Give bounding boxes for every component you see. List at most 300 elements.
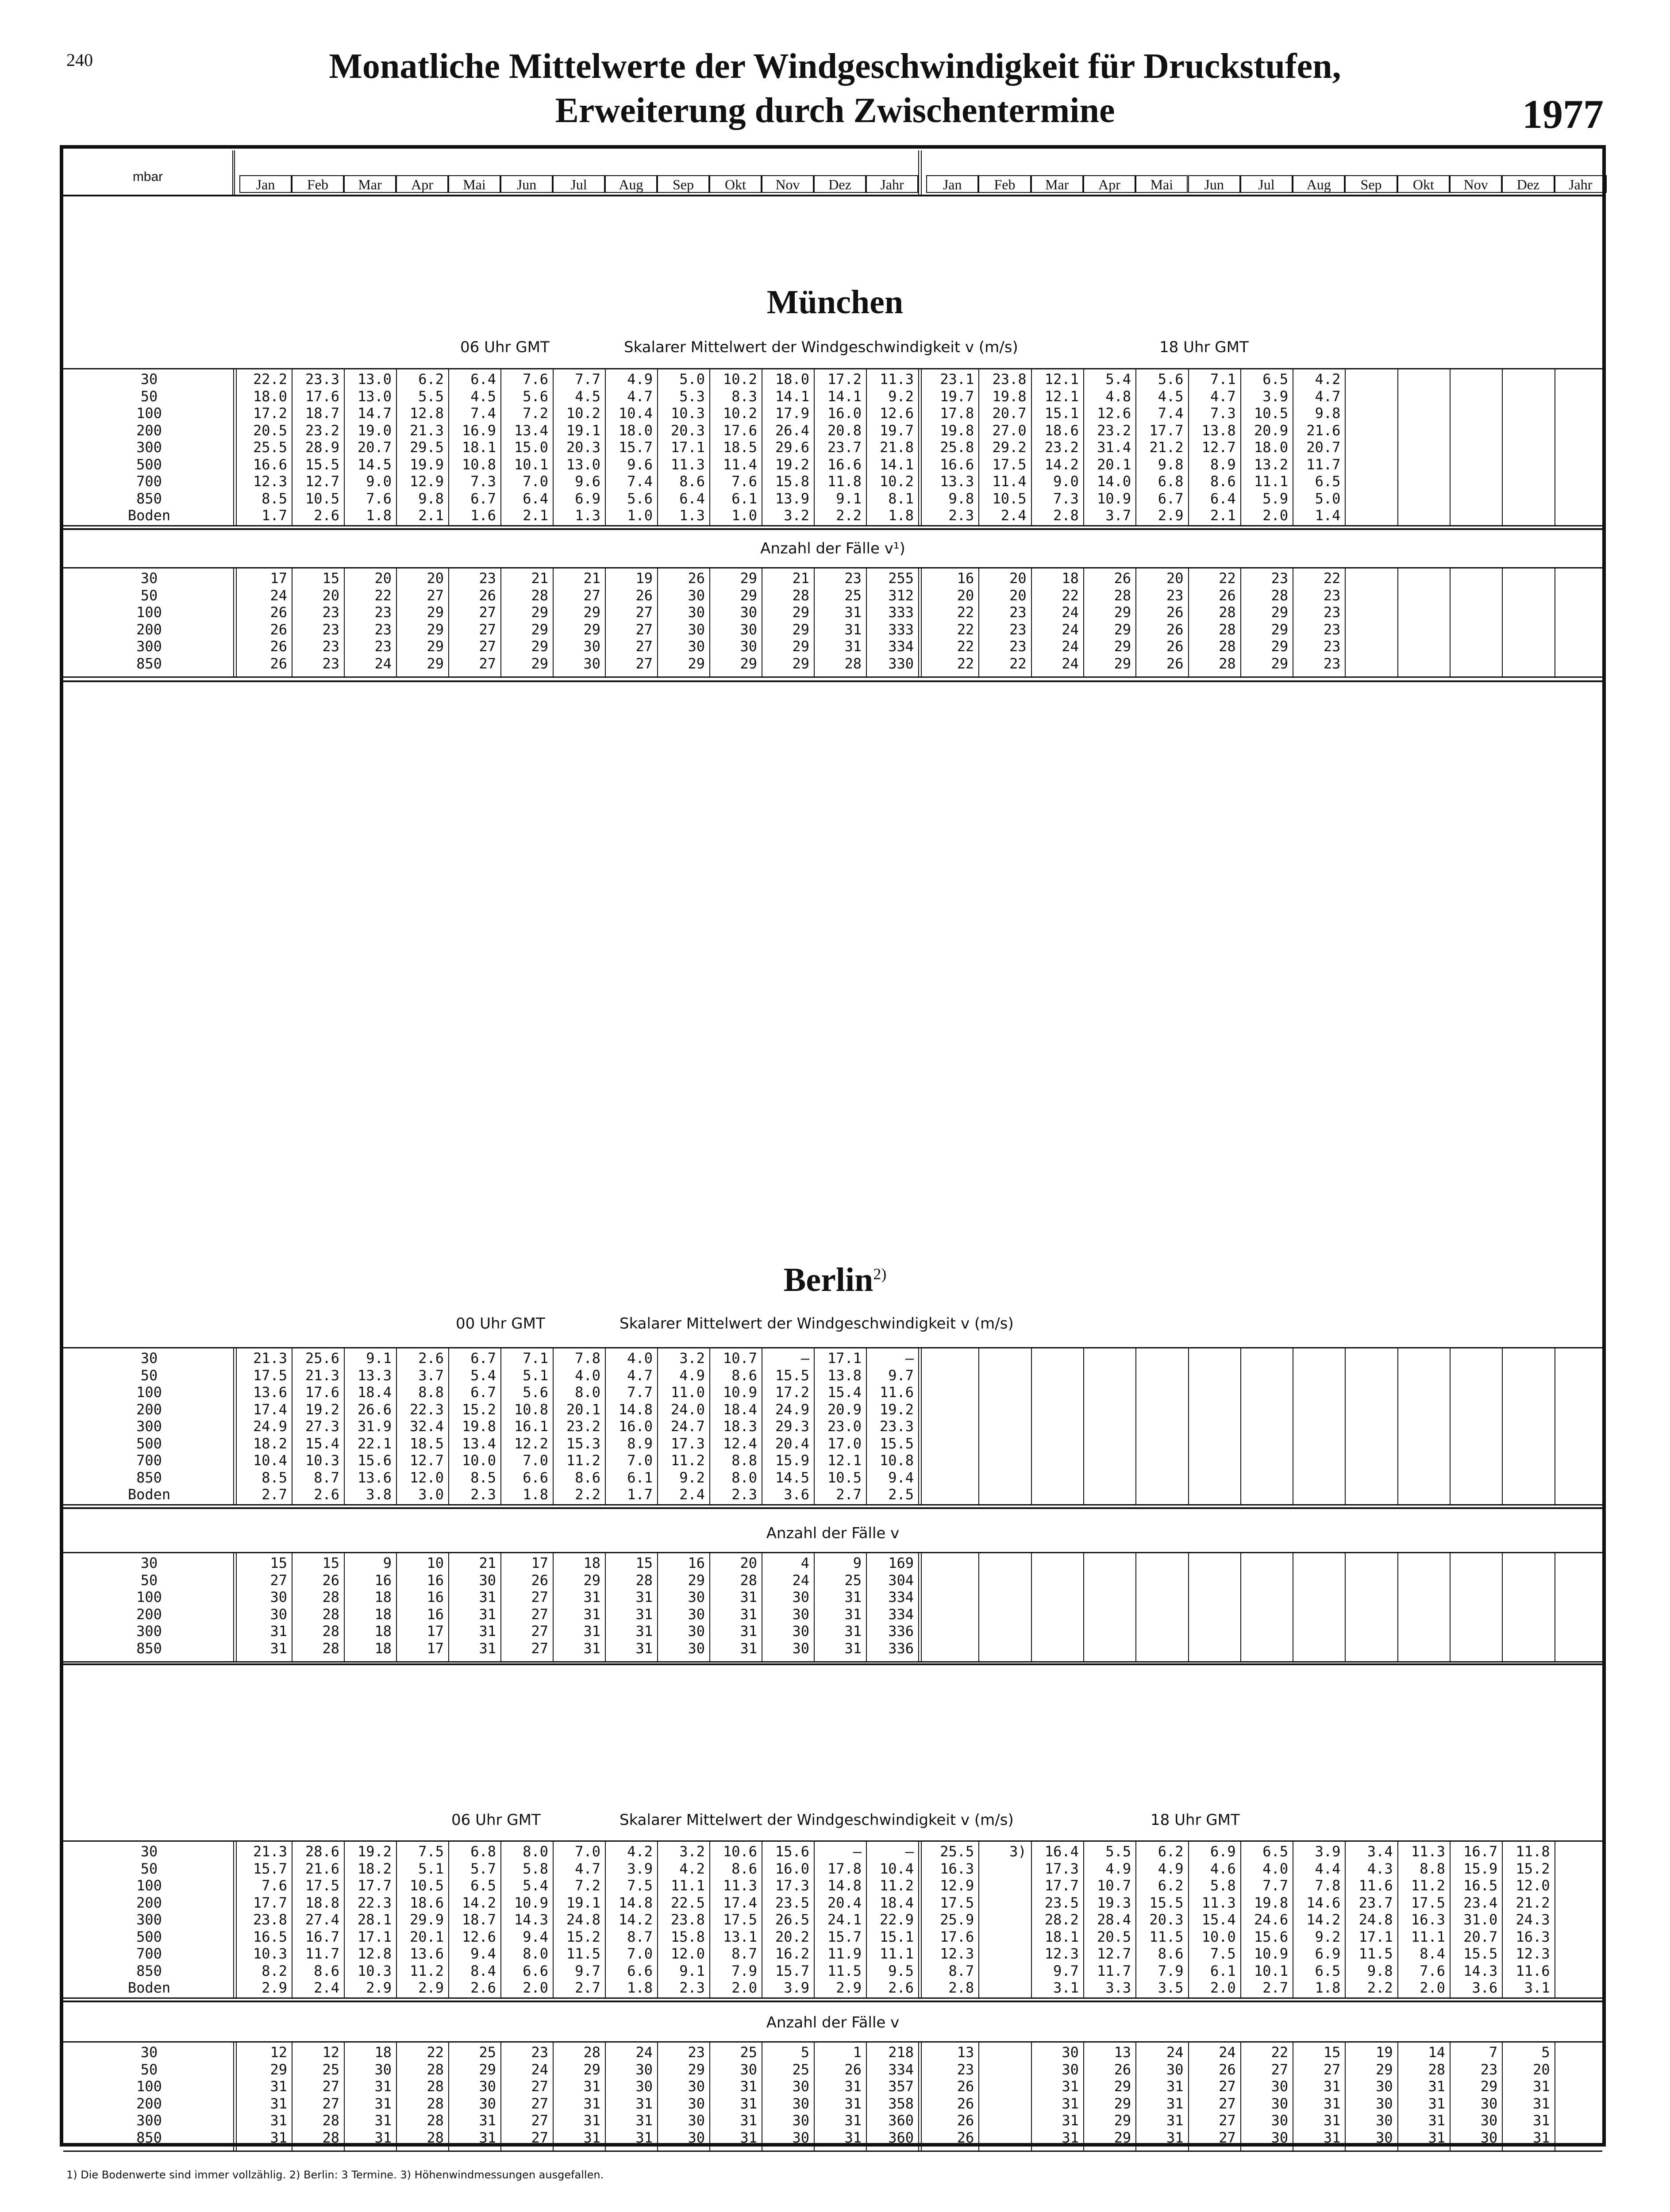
table-cell: 6.1 xyxy=(731,490,757,507)
month-header: Mai xyxy=(1135,175,1188,193)
table-cell: 30 xyxy=(688,1605,705,1623)
table-cell: 31 xyxy=(740,1589,757,1605)
table-cell: 4.0 xyxy=(627,1350,653,1367)
table-cell: 8.7 xyxy=(948,1962,974,1979)
table-cell: 11.8 xyxy=(1516,1843,1550,1860)
month-header: Okt xyxy=(709,175,762,193)
table-cell: 29 xyxy=(1114,2129,1131,2146)
pressure-level: 100 xyxy=(136,405,162,422)
table-cell: 14.5 xyxy=(357,456,392,473)
table-cell: 23.3 xyxy=(305,371,339,388)
table-cell: 12.0 xyxy=(670,1945,705,1962)
table-cell: 2.9 xyxy=(836,1979,862,1996)
berlin-06-18-speed-table xyxy=(63,1840,1602,1999)
table-cell: 24.9 xyxy=(775,1401,809,1418)
table-cell: 30 xyxy=(374,2061,392,2078)
table-cell: 31 xyxy=(374,2129,392,2146)
table-cell: 4.7 xyxy=(627,388,653,405)
table-cell: 11.6 xyxy=(1516,1962,1550,1979)
pressure-level: 100 xyxy=(136,2078,162,2095)
table-cell: 4.9 xyxy=(679,1367,705,1384)
month-header: Jan xyxy=(239,175,292,193)
table-cell: 6.7 xyxy=(470,490,496,507)
pressure-level: 30 xyxy=(140,2044,158,2061)
table-cell: 2.3 xyxy=(731,1486,757,1503)
pressure-level: 700 xyxy=(136,1452,162,1469)
table-cell: 7.0 xyxy=(523,1452,548,1469)
table-cell: 3.9 xyxy=(784,1979,809,1996)
table-cell: 22 xyxy=(957,638,974,655)
column-line xyxy=(1188,1552,1189,1663)
table-cell: 32.4 xyxy=(409,1418,444,1435)
table-cell: 27 xyxy=(1219,2129,1236,2146)
table-cell: 8.0 xyxy=(523,1843,548,1860)
table-cell: 11.2 xyxy=(670,1452,705,1469)
table-cell: 31 xyxy=(1533,2078,1550,2095)
table-cell: 31 xyxy=(479,2112,496,2129)
table-cell: 30 xyxy=(583,638,600,655)
table-cell: 27.4 xyxy=(305,1911,339,1928)
table-cell: 26 xyxy=(322,1571,339,1589)
table-cell: 25 xyxy=(844,587,862,604)
table-cell: 2.3 xyxy=(948,507,974,524)
table-cell: 6.2 xyxy=(1158,1843,1184,1860)
table-cell: 358 xyxy=(888,2095,914,2112)
table-cell: 2.9 xyxy=(366,1979,392,1996)
table-cell: 13 xyxy=(1114,2044,1131,2061)
table-cell: 218 xyxy=(888,2044,914,2061)
table-cell: 13.6 xyxy=(409,1945,444,1962)
table-cell: 11.5 xyxy=(566,1945,600,1962)
table-cell: 28 xyxy=(792,587,809,604)
pressure-level: 200 xyxy=(136,2095,162,2112)
table-cell: 2.7 xyxy=(836,1486,862,1503)
page-title-line-1: Monatliche Mittelwerte der Windgeschwindigkeit für Druckstufen, xyxy=(329,47,1341,86)
table-cell: 7.6 xyxy=(523,371,548,388)
table-cell: 22 xyxy=(427,2044,444,2061)
table-cell: 29 xyxy=(688,2061,705,2078)
table-cell: 16.3 xyxy=(1516,1928,1550,1945)
column-line xyxy=(1188,1347,1189,1505)
berlin-00-count-table xyxy=(63,1552,1602,1663)
table-cell: 3.9 xyxy=(1315,1843,1341,1860)
table-cell: 20.9 xyxy=(1254,422,1289,439)
table-cell: 28 xyxy=(427,2112,444,2129)
table-cell: 23 xyxy=(479,570,496,587)
table-cell: 2.6 xyxy=(888,1979,914,1996)
table-cell: 6.9 xyxy=(575,490,600,507)
table-cell: 30 xyxy=(688,604,705,621)
table-cell: 7 xyxy=(1489,2044,1498,2061)
table-cell: 19.2 xyxy=(357,1843,392,1860)
table-cell: 16.5 xyxy=(1463,1877,1498,1894)
table-cell: 26 xyxy=(1166,638,1184,655)
table-cell: 30 xyxy=(635,2061,653,2078)
table-cell: 31 xyxy=(270,2095,287,2112)
table-cell: 26 xyxy=(635,587,653,604)
table-cell: 8.5 xyxy=(470,1469,496,1486)
table-cell: 23 xyxy=(1009,604,1027,621)
table-cell: 11.1 xyxy=(670,1877,705,1894)
table-cell: 17.2 xyxy=(827,371,862,388)
table-cell: 10.9 xyxy=(514,1894,548,1911)
table-cell: 23.2 xyxy=(1044,439,1079,456)
table-cell: 6.8 xyxy=(470,1843,496,1860)
table-cell: 31 xyxy=(844,604,862,621)
table-cell: 17.8 xyxy=(940,405,974,422)
table-cell: 10.8 xyxy=(462,456,496,473)
table-cell: 26 xyxy=(479,587,496,604)
table-cell: 30 xyxy=(688,2078,705,2095)
table-cell: 30 xyxy=(740,621,757,638)
table-cell: 29 xyxy=(1114,2095,1131,2112)
pressure-level: 700 xyxy=(136,473,162,490)
table-cell: 7.2 xyxy=(575,1877,600,1894)
table-cell: 31 xyxy=(1062,2095,1079,2112)
table-cell: 31 xyxy=(270,2112,287,2129)
table-cell: 17.3 xyxy=(775,1877,809,1894)
table-cell: 15 xyxy=(322,570,339,587)
table-cell: 24.9 xyxy=(253,1418,287,1435)
table-cell: 7.6 xyxy=(366,490,392,507)
table-cell: 17.7 xyxy=(253,1894,287,1911)
table-cell: 21 xyxy=(583,570,600,587)
table-cell: 9.8 xyxy=(1315,405,1341,422)
column-line xyxy=(1397,567,1398,678)
table-cell: 23.2 xyxy=(305,422,339,439)
table-cell: 29 xyxy=(531,621,548,638)
table-cell: 7.5 xyxy=(418,1843,444,1860)
table-cell: 15.0 xyxy=(514,439,548,456)
table-cell: 28 xyxy=(1428,2061,1445,2078)
table-cell: 11.3 xyxy=(1201,1894,1236,1911)
table-cell: 18.0 xyxy=(253,388,287,405)
table-cell: 9.7 xyxy=(1053,1962,1079,1979)
table-cell: 31 xyxy=(583,2078,600,2095)
table-cell: 18.7 xyxy=(305,405,339,422)
table-cell: 9.6 xyxy=(575,473,600,490)
table-cell: 13.1 xyxy=(723,1928,757,1945)
table-cell: 19 xyxy=(635,570,653,587)
table-cell: 1.0 xyxy=(627,507,653,524)
column-line xyxy=(1502,567,1503,678)
table-cell: 31 xyxy=(583,1589,600,1605)
table-cell: 21.8 xyxy=(879,439,914,456)
table-cell: 20 xyxy=(1533,2061,1550,2078)
table-cell: 14.0 xyxy=(1097,473,1131,490)
table-cell: 9.8 xyxy=(1367,1962,1393,1979)
table-cell: 20.7 xyxy=(1463,1928,1498,1945)
table-cell: 12.0 xyxy=(409,1469,444,1486)
table-cell: 23.7 xyxy=(827,439,862,456)
table-cell: 10.3 xyxy=(670,405,705,422)
table-cell: 31 xyxy=(270,2078,287,2095)
table-cell: 29 xyxy=(531,638,548,655)
table-cell: 31 xyxy=(374,2112,392,2129)
table-cell: 29 xyxy=(1114,621,1131,638)
table-cell: 18.2 xyxy=(357,1860,392,1877)
table-cell: 18 xyxy=(374,1605,392,1623)
table-cell: 27 xyxy=(531,2112,548,2129)
table-cell: 9 xyxy=(383,1555,392,1571)
table-cell: 15.9 xyxy=(1463,1860,1498,1877)
table-cell: 7.1 xyxy=(1210,371,1236,388)
table-cell: 17.7 xyxy=(1044,1877,1079,1894)
table-cell: 28 xyxy=(583,2044,600,2061)
table-cell: 11.3 xyxy=(670,456,705,473)
table-cell: 10.5 xyxy=(409,1877,444,1894)
table-cell: 28 xyxy=(427,2061,444,2078)
pressure-level: 850 xyxy=(136,490,162,507)
table-cell: 12.7 xyxy=(1201,439,1236,456)
table-cell: 26 xyxy=(957,2112,974,2129)
table-cell: – xyxy=(905,1350,914,1367)
table-cell: 27 xyxy=(479,655,496,672)
table-cell: 16.2 xyxy=(775,1945,809,1962)
table-cell: 12.8 xyxy=(357,1945,392,1962)
table-cell: 17.5 xyxy=(305,1877,339,1894)
table-cell: 16.0 xyxy=(775,1860,809,1877)
table-cell: 25.5 xyxy=(940,1843,974,1860)
table-cell: 3.5 xyxy=(1158,1979,1184,1996)
pressure-level: 30 xyxy=(140,1843,158,1860)
page-title-line-2: Erweiterung durch Zwischentermine xyxy=(555,91,1115,130)
table-cell: 12.0 xyxy=(1516,1877,1550,1894)
table-cell: 19.7 xyxy=(879,422,914,439)
table-cell: 10.9 xyxy=(1254,1945,1289,1962)
table-cell: 30 xyxy=(688,2112,705,2129)
table-cell: 3.0 xyxy=(418,1486,444,1503)
table-cell: 15.6 xyxy=(775,1843,809,1860)
table-cell: 8.8 xyxy=(1420,1860,1445,1877)
table-cell: 31 xyxy=(740,2078,757,2095)
table-cell: 8.6 xyxy=(1210,473,1236,490)
table-cell: 2.7 xyxy=(262,1486,287,1503)
table-cell: 15.2 xyxy=(566,1928,600,1945)
table-cell: 27 xyxy=(479,621,496,638)
table-cell: 29 xyxy=(740,570,757,587)
table-cell: 14.2 xyxy=(1044,456,1079,473)
table-cell: 12 xyxy=(270,2044,287,2061)
table-cell: 17.2 xyxy=(775,1384,809,1401)
table-cell: 16.9 xyxy=(462,422,496,439)
table-cell: 31 xyxy=(1533,2095,1550,2112)
column-line xyxy=(978,1840,979,1999)
table-cell: 31.9 xyxy=(357,1418,392,1435)
table-cell: 30 xyxy=(1271,2078,1289,2095)
table-cell: 3.9 xyxy=(627,1860,653,1877)
table-cell: 6.5 xyxy=(1315,1962,1341,1979)
table-cell: 17.3 xyxy=(670,1435,705,1452)
table-cell: 255 xyxy=(888,570,914,587)
table-cell: 2.1 xyxy=(418,507,444,524)
table-cell: 24 xyxy=(1062,638,1079,655)
table-cell: 334 xyxy=(888,1605,914,1623)
table-cell: 31 xyxy=(740,1623,757,1640)
table-cell: 10.7 xyxy=(1097,1877,1131,1894)
table-cell: 28.6 xyxy=(305,1843,339,1860)
table-cell: 27 xyxy=(635,621,653,638)
footnote: 1) Die Bodenwerte sind immer vollzählig. 2) Berlin: 3 Termine. 3) Höhenwindmessungen ausgefallen. xyxy=(66,2169,604,2181)
table-cell: 8.9 xyxy=(1210,456,1236,473)
caption-time-left: 06 Uhr GMT xyxy=(460,338,550,356)
table-cell: 4.9 xyxy=(627,371,653,388)
table-cell: 10.4 xyxy=(618,405,653,422)
table-cell: 10.2 xyxy=(723,371,757,388)
table-cell: 12.7 xyxy=(305,473,339,490)
table-cell: 12.3 xyxy=(253,473,287,490)
table-cell: 4.7 xyxy=(1315,388,1341,405)
table-cell: 2.6 xyxy=(470,1979,496,1996)
table-cell: 15.6 xyxy=(357,1452,392,1469)
table-cell: 4.2 xyxy=(679,1860,705,1877)
table-cell: 7.8 xyxy=(575,1350,600,1367)
table-cell: 19.2 xyxy=(305,1401,339,1418)
table-cell: 5.7 xyxy=(470,1860,496,1877)
column-line xyxy=(1345,1552,1346,1663)
table-cell: 15 xyxy=(1323,2044,1341,2061)
pressure-level: 300 xyxy=(136,1418,162,1435)
table-cell: 20.3 xyxy=(566,439,600,456)
table-cell: 23.7 xyxy=(1358,1894,1393,1911)
table-cell: 11.2 xyxy=(409,1962,444,1979)
table-cell: 7.5 xyxy=(627,1877,653,1894)
caption-description: Skalarer Mittelwert der Windgeschwindigkeit v (m/s) xyxy=(624,338,1018,356)
table-cell: 28.1 xyxy=(357,1911,392,1928)
table-cell: 16 xyxy=(957,570,974,587)
month-header: Feb xyxy=(292,175,344,193)
table-cell: 8.6 xyxy=(1158,1945,1184,1962)
table-cell: 18.1 xyxy=(462,439,496,456)
table-cell: 8.6 xyxy=(575,1469,600,1486)
table-cell: 8.8 xyxy=(731,1452,757,1469)
month-header: Mai xyxy=(448,175,500,193)
table-cell: 31 xyxy=(479,1640,496,1657)
table-cell: 22 xyxy=(1062,587,1079,604)
table-cell: 15.5 xyxy=(305,456,339,473)
table-cell: 31 xyxy=(844,621,862,638)
table-cell: 3.4 xyxy=(1367,1843,1393,1860)
table-cell: 14.3 xyxy=(514,1911,548,1928)
table-cell: 11.3 xyxy=(1411,1843,1445,1860)
table-cell: 30 xyxy=(1271,2129,1289,2146)
table-cell: 12.7 xyxy=(1097,1945,1131,1962)
month-header: Sep xyxy=(657,175,709,193)
table-cell: 6.9 xyxy=(1315,1945,1341,1962)
table-cell: 7.4 xyxy=(1158,405,1184,422)
table-cell: 7.8 xyxy=(1315,1877,1341,1894)
table-cell: 23.0 xyxy=(827,1418,862,1435)
table-cell: 4.9 xyxy=(1105,1860,1131,1877)
table-cell: 2.7 xyxy=(575,1979,600,1996)
table-cell: 18.0 xyxy=(775,371,809,388)
table-cell: 29 xyxy=(740,655,757,672)
table-cell: 30 xyxy=(792,1623,809,1640)
table-cell: 15.1 xyxy=(879,1928,914,1945)
table-cell: 1.7 xyxy=(627,1486,653,1503)
half-separator xyxy=(918,368,922,526)
table-cell: 17.1 xyxy=(670,439,705,456)
table-cell: 27 xyxy=(479,638,496,655)
table-cell: 9.2 xyxy=(888,388,914,405)
table-cell: 12.7 xyxy=(409,1452,444,1469)
table-cell: 19.0 xyxy=(357,422,392,439)
table-cell: 18.0 xyxy=(618,422,653,439)
table-cell: 16 xyxy=(427,1589,444,1605)
month-header: Nov xyxy=(1450,175,1502,193)
table-cell: 14.2 xyxy=(462,1894,496,1911)
table-cell: 20 xyxy=(1009,587,1027,604)
table-cell: 16.6 xyxy=(827,456,862,473)
table-cell: 360 xyxy=(888,2129,914,2146)
table-cell: 23 xyxy=(322,638,339,655)
month-header: Jahr xyxy=(1555,175,1607,193)
table-cell: 11.2 xyxy=(1411,1877,1445,1894)
table-cell: 31 xyxy=(1428,2095,1445,2112)
table-cell: 31 xyxy=(583,1623,600,1640)
table-cell: 27 xyxy=(322,2078,339,2095)
table-cell: 17.5 xyxy=(253,1367,287,1384)
table-cell: 19.3 xyxy=(1097,1894,1131,1911)
section-divider xyxy=(63,1663,1602,1665)
table-cell: 27.0 xyxy=(992,422,1027,439)
table-cell: 30 xyxy=(792,1605,809,1623)
table-cell: 6.7 xyxy=(470,1384,496,1401)
table-cell: 14.8 xyxy=(827,1877,862,1894)
station-title-muenchen: München xyxy=(766,284,904,321)
table-cell: 23.5 xyxy=(1044,1894,1079,1911)
table-cell: 31 xyxy=(635,2129,653,2146)
table-cell: 30 xyxy=(688,2129,705,2146)
table-cell: 2.0 xyxy=(523,1979,548,1996)
pressure-level: 300 xyxy=(136,2112,162,2129)
table-cell: 10.5 xyxy=(992,490,1027,507)
half-separator xyxy=(918,567,922,678)
table-cell: 23 xyxy=(957,2061,974,2078)
table-cell: 28 xyxy=(427,2078,444,2095)
table-cell: 29 xyxy=(688,655,705,672)
pressure-level: 50 xyxy=(140,1571,158,1589)
table-cell: 7.6 xyxy=(731,473,757,490)
table-cell: 13.2 xyxy=(1254,456,1289,473)
table-cell: 10.0 xyxy=(1201,1928,1236,1945)
table-cell: 26 xyxy=(1166,604,1184,621)
pressure-level: 50 xyxy=(140,2061,158,2078)
table-cell: 23 xyxy=(844,570,862,587)
table-cell: 11.5 xyxy=(1358,1945,1393,1962)
pressure-level: 50 xyxy=(140,1860,158,1877)
table-cell: 19.1 xyxy=(566,422,600,439)
table-cell: 20.5 xyxy=(1097,1928,1131,1945)
table-cell: 17.5 xyxy=(723,1911,757,1928)
table-cell: 5.1 xyxy=(418,1860,444,1877)
table-cell: 5 xyxy=(1541,2044,1550,2061)
table-cell: 28 xyxy=(1219,621,1236,638)
table-cell: 12.3 xyxy=(1516,1945,1550,1962)
table-cell: 29 xyxy=(427,604,444,621)
table-cell: 31 xyxy=(479,2129,496,2146)
table-cell: 13.6 xyxy=(253,1384,287,1401)
column-line xyxy=(1450,1347,1451,1505)
table-cell: 2.2 xyxy=(836,507,862,524)
table-cell: 7.4 xyxy=(627,473,653,490)
table-cell: 5.9 xyxy=(1262,490,1289,507)
table-cell: 1.4 xyxy=(1315,507,1341,524)
table-cell: 26.4 xyxy=(775,422,809,439)
table-cell: 17.6 xyxy=(723,422,757,439)
table-cell: 11.7 xyxy=(1097,1962,1131,1979)
table-cell: 31 xyxy=(1428,2112,1445,2129)
